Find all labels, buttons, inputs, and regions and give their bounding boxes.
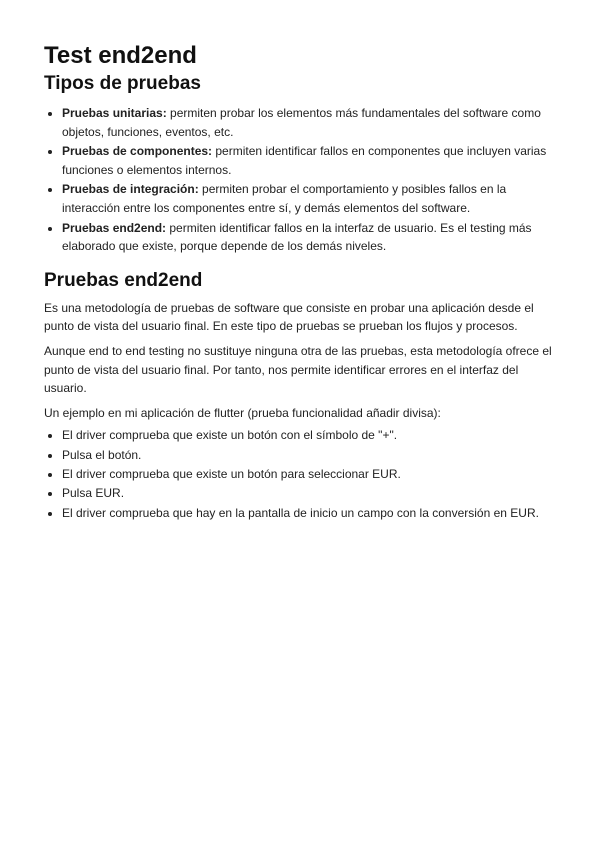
types-heading: Tipos de pruebas	[44, 73, 201, 94]
term-description: permiten identificar fallos en la interfaz de usuario. Es el testing más elaborado que existe, porque depende de los demás niveles.	[62, 220, 532, 254]
document-page	[44, 42, 560, 523]
list-item: • Pulsa el botón.	[62, 446, 560, 465]
term-label: Pruebas de integración:	[62, 182, 199, 197]
list-item	[62, 142, 560, 179]
list-item: • El driver comprueba que existe un botón con el símbolo de "+".	[62, 426, 560, 445]
list-item	[62, 219, 560, 256]
term-description: permiten probar el comportamiento y posibles fallos en la interacción entre los componentes entre sí, y demás elementos del software.	[62, 182, 507, 215]
list-item: • Pulsa EUR.	[62, 484, 560, 503]
list-item	[62, 180, 560, 217]
document-title: Test end2end	[44, 42, 197, 69]
term-label: Pruebas de componentes:	[62, 144, 213, 159]
term-label: Pruebas end2end:	[62, 220, 167, 235]
term-description: permiten probar los elementos más fundamentales del software como objetos, funciones, eventos, etc.	[62, 106, 541, 139]
list-item	[62, 104, 560, 141]
test-types-list	[44, 104, 560, 256]
list-item: • El driver comprueba que hay en la pantalla de inicio un campo con la conversión en EUR.	[62, 504, 560, 523]
paragraph: Es una metodología de pruebas de software que consiste en probar una aplicación desde el punto de vista del usuario final. En este tipo de pruebas se prueban los flujos y procesos.	[44, 300, 534, 334]
paragraph: Un ejemplo en mi aplicación de flutter (prueba funcionalidad añadir divisa):	[44, 405, 441, 420]
list-item: • El driver comprueba que existe un botón para seleccionar EUR.	[62, 465, 560, 484]
example-steps-list	[44, 426, 560, 522]
term-label: Pruebas unitarias:	[62, 106, 167, 120]
term-description: permiten identificar fallos en componentes que incluyen varias funciones o elementos internos.	[62, 144, 547, 177]
e2e-heading: Pruebas end2end	[44, 269, 203, 291]
paragraph: Aunque end to end testing no sustituye ninguna otra de las pruebas, esta metodología ofrece el punto de vista del usuario final. Por tanto, nos permite identificar errores en el interfaz del usuario.	[44, 343, 552, 396]
